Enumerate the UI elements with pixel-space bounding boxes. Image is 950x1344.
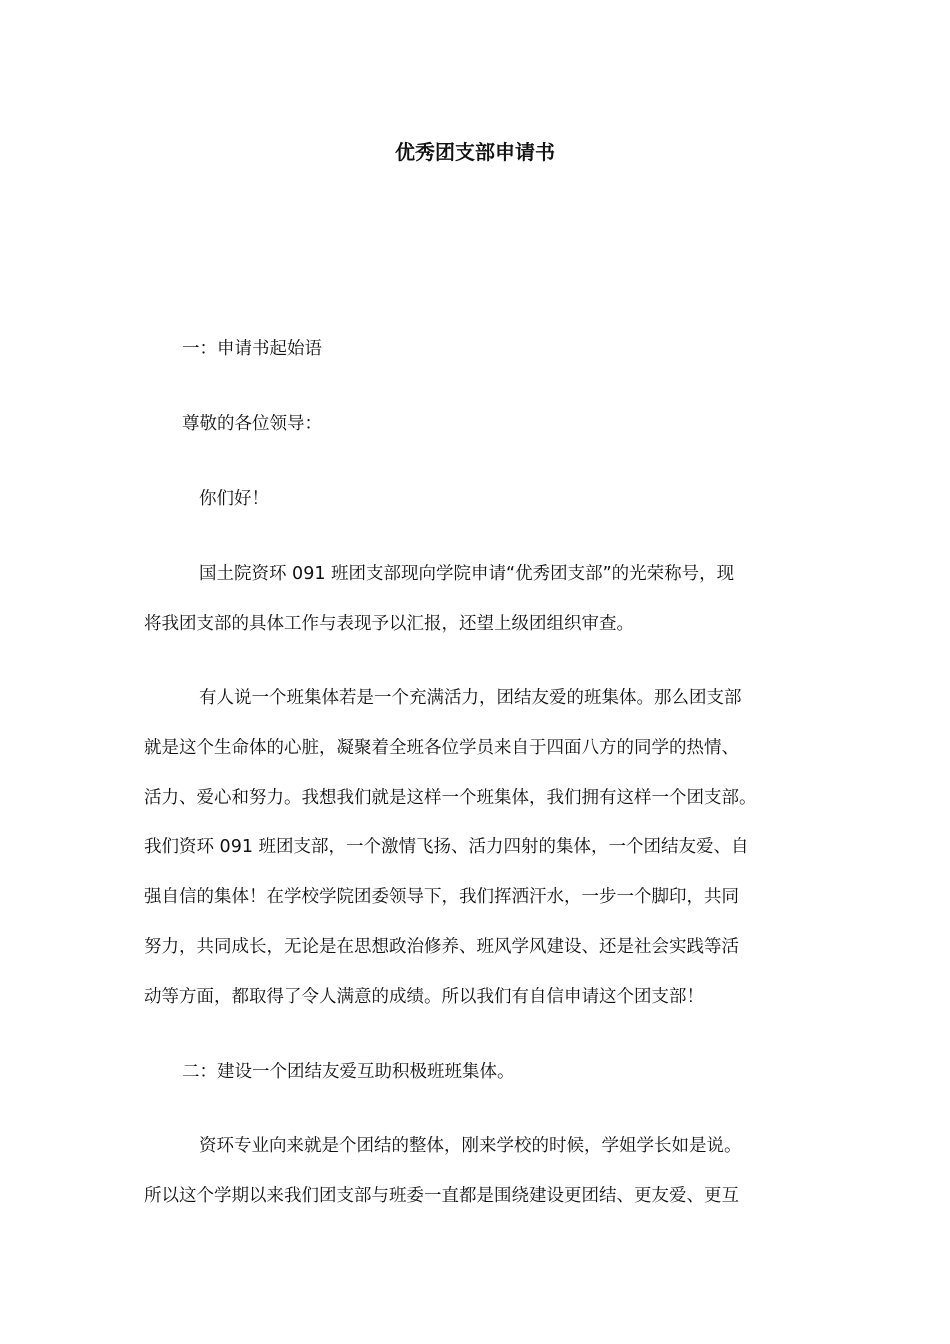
paragraph-line: 将我团支部的具体工作与表现予以汇报，还望上级团组织审查。 <box>144 614 634 634</box>
section-heading-1: 一：申请书起始语 <box>182 339 322 359</box>
paragraph-line: 资环专业向来就是个团结的整体，刚来学校的时候，学姐学长如是说。 <box>199 1136 742 1156</box>
paragraph-line: 国土院资环 091 班团支部现向学院申请“优秀团支部”的光荣称号，现 <box>199 564 735 584</box>
paragraph-line: 所以这个学期以来我们团支部与班委一直都是围绕建设更团结、更友爱、更互 <box>144 1186 739 1206</box>
paragraph-line: 努力，共同成长，无论是在思想政治修养、班风学风建设、还是社会实践等活 <box>144 937 739 957</box>
greeting: 你们好！ <box>199 489 269 509</box>
section-heading-2: 二：建设一个团结友爱互助积极班班集体。 <box>182 1062 515 1082</box>
paragraph-line: 就是这个生命体的心脏，凝聚着全班各位学员来自于四面八方的同学的热情、 <box>144 738 739 758</box>
document-title: 优秀团支部申请书 <box>395 140 555 164</box>
paragraph-line: 我们资环 091 班团支部，一个激情飞扬、活力四射的集体，一个团结友爱、自 <box>144 837 749 857</box>
paragraph-line: 强自信的集体！在学校学院团委领导下，我们挥洒汗水，一步一个脚印，共同 <box>144 887 739 907</box>
paragraph-line: 活力、爱心和努力。我想我们就是这样一个班集体，我们拥有这样一个团支部。 <box>144 788 757 808</box>
paragraph-line: 有人说一个班集体若是一个充满活力，团结友爱的班集体。那么团支部 <box>199 688 742 708</box>
paragraph-line: 动等方面，都取得了令人满意的成绩。所以我们有自信申请这个团支部！ <box>144 987 704 1007</box>
salutation: 尊敬的各位领导： <box>182 414 322 434</box>
